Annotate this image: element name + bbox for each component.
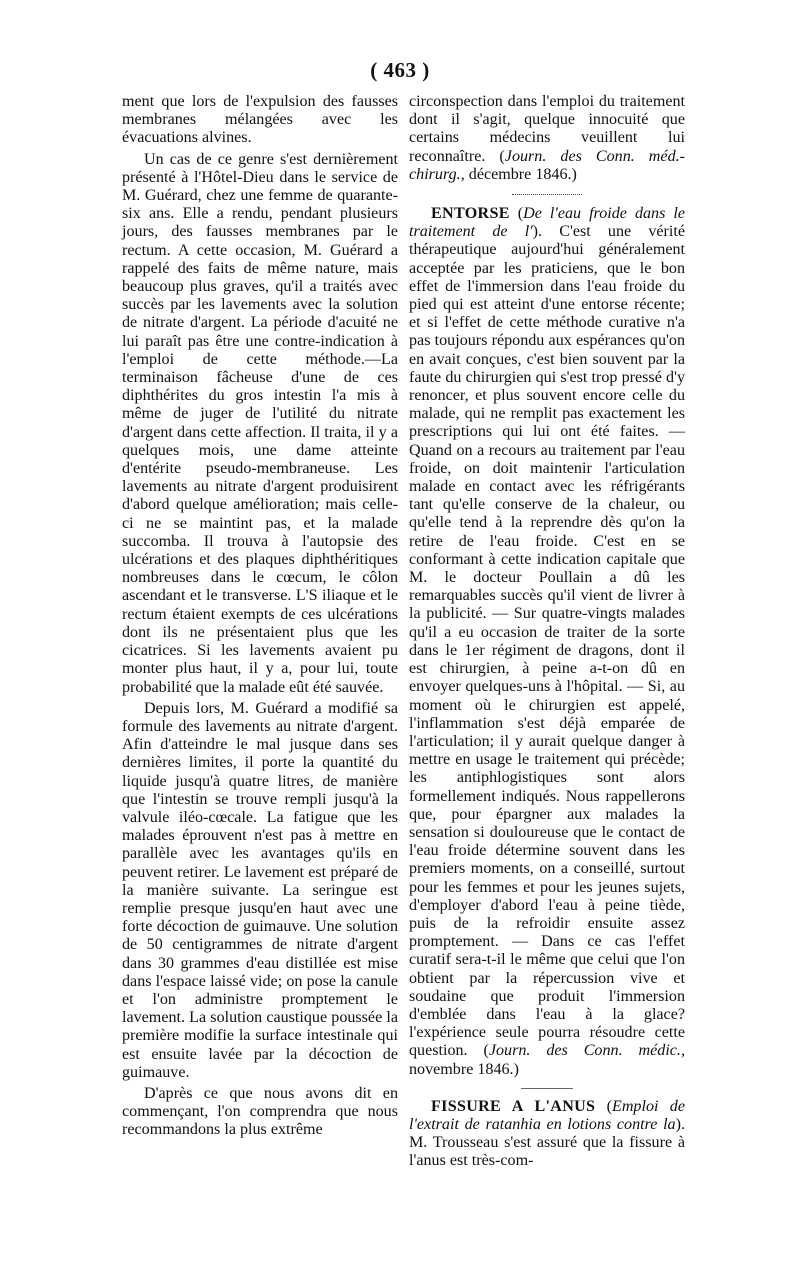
entorse-source: Journ. des Conn. médic. xyxy=(488,1042,681,1060)
entorse-subtitle-open: ( xyxy=(509,205,524,223)
entorse-subtitle-close: ). xyxy=(532,223,560,241)
left-column xyxy=(122,93,398,1140)
entorse-subtitle: De l'eau froide dans le traitement de l' xyxy=(409,205,685,241)
entorse-date: , novembre 1846.) xyxy=(409,1042,685,1078)
left-paragraph-1: ment que lors de l'expulsion des fausses membranes mélangées avec les évacuations alvines. xyxy=(122,93,398,147)
right-paragraph-1-date: , décembre 1846.) xyxy=(460,165,577,183)
fissure-subtitle-open: ( xyxy=(595,1097,612,1115)
section-divider-1 xyxy=(512,194,582,195)
right-column xyxy=(409,93,685,1171)
fissure-body: M. Trousseau s'est assuré que la fissure à l'anus est très-com- xyxy=(409,1134,685,1170)
page-number: ( 463 ) xyxy=(370,58,430,82)
entorse-article xyxy=(409,205,685,1079)
fissure-subtitle: Emploi de l'extrait de ratanhia en lotions contre la xyxy=(409,1097,685,1133)
left-paragraph-3: Depuis lors, M. Guérard a modifié sa formule des lavements au nitrate d'argent. Afin d'atteindre le mal jusque dans ses dernières limites, il porte la quantité du liquide jusqu'à quatre litres, de manière que l'intestin se trouve rempli jusqu'à la valvule iléo-cœcale. La fatigue que les malades éprouvent n'est pas à mettre en parallèle avec les avantages qu'ils en peuvent retirer. Le lavement est préparé de la manière suivante. La seringue est remplie presque jusqu'en haut avec une forte décoction de guimauve. Une solution de 50 centigrammes de nitrate d'argent dans 30 grammes d'eau distillée est mise dans l'espace laissé vide; on pose la canule et l'on administre promptement le lavement. La solution caustique poussée la première modifie la surface intestinale qui est ensuite lavée par la décoction de guimauve. xyxy=(122,699,398,1081)
right-paragraph-1-source: Journ. des Conn. méd.-chirurg. xyxy=(409,147,686,183)
right-paragraph-1-text: circonspection dans l'emploi du traitement dont il s'agit, quelque innocuité que certains médecins veuillent lui reconnaître. ( xyxy=(409,93,685,165)
fissure-subtitle-close: ). xyxy=(675,1115,685,1133)
fissure-heading: FISSURE A L'ANUS xyxy=(431,1097,596,1115)
fissure-article xyxy=(409,1098,685,1171)
section-divider-2 xyxy=(521,1088,573,1089)
right-paragraph-1 xyxy=(409,93,685,184)
left-paragraph-2: Un cas de ce genre s'est dernièrement présenté à l'Hôtel-Dieu dans le service de M. Guérard, chez une femme de quarante-six ans. Elle a rendu, pendant plusieurs jours, des fausses membranes par le rectum. A cette occasion, M. Guérard a rappelé des faits de même nature, mais beaucoup plus graves, qu'il a traités avec succès par les lavements avec la solution de nitrate d'argent. La période d'acuité ne lui paraît pas être une contre-indication à l'emploi de cette méthode.—La terminaison fâcheuse d'une de ces diphthérites du gros intestin l'a mis à même de juger de l'utilité du nitrate d'argent dans cette affection. Il traita, il y a quelques mois, une dame atteinte d'entérite pseudo-membraneuse. Les lavements au nitrate d'argent produisirent d'abord quelque amélioration; mais celle-ci ne se maintint pas, et la malade succomba. Il trouva à l'autopsie des ulcérations et des plaques diphthéritiques nombreuses dans le cœcum, le côlon ascendant et le transverse. L'S iliaque et le rectum étaient exempts de ces ulcérations dont ils ne présentaient plus que les cicatrices. Si les lavements avaient pu monter plus haut, il y a, pour lui, toute probabilité que la malade eût été sauvée. xyxy=(122,150,398,696)
entorse-heading: ENTORSE xyxy=(431,205,510,223)
entorse-body: C'est une vérité thérapeutique aujourd'hui généralement acceptée par les praticiens, que le bon effet de l'immersion dans l'eau froide du pied qui est atteint d'une entorse récente; et si l'effet de cette méthode curative n'a pas toujours répondu aux espérances qu'on en avait conçues, c'est bien souvent par la faute du chirurgien qui s'est trop pressé d'y renoncer, et plus souvent encore celle du malade, qui ne remplit pas exactement les prescriptions qui lui ont été faites. — Quand on a recours au traitement par l'eau froide, on doit maintenir l'articulation malade en contact avec les réfrigérants tant qu'elle conserve de la chaleur, ou qu'elle tend à la reprendre dès qu'on la retire de l'eau froide. C'est en se conformant à cette indication capitale que M. le docteur Poullain a dû les remarquables succès qu'il vient de livrer à la publicité. — Sur quatre-vingts malades qu'il a eu occasion de traiter de la sorte dans le 1er régiment de dragons, dont il est chirurgien, à peine a-t-on dû en envoyer quelques-uns à l'hôpital. — Si, au moment où le chirurgien est appelé, l'inflammation s'est déjà emparée de l'articulation; il y aurait quelque danger à mettre en usage le traitement qui précède; les antiphlogistiques sont alors formellement indiqués. Nous rappellerons que, pour épargner aux malades la sensation si douloureuse que le contact de l'eau froide détermine souvent dans les premiers moments, on a conseillé, surtout pour les femmes et pour les jeunes sujets, d'employer d'abord l'eau à peine tiède, puis de la refroidir ensuite assez promptement. — Dans ce cas l'effet curatif sera-t-il le même que celui que l'on obtient par la répercussion vive et soudaine que produit l'immersion d'emblée dans l'eau à la glace? l'expérience seule pourra résoudre cette question. ( xyxy=(409,223,685,1060)
left-paragraph-4: D'après ce que nous avons dit en commençant, l'on comprendra que nous recommandons la plus extrême xyxy=(122,1084,398,1139)
